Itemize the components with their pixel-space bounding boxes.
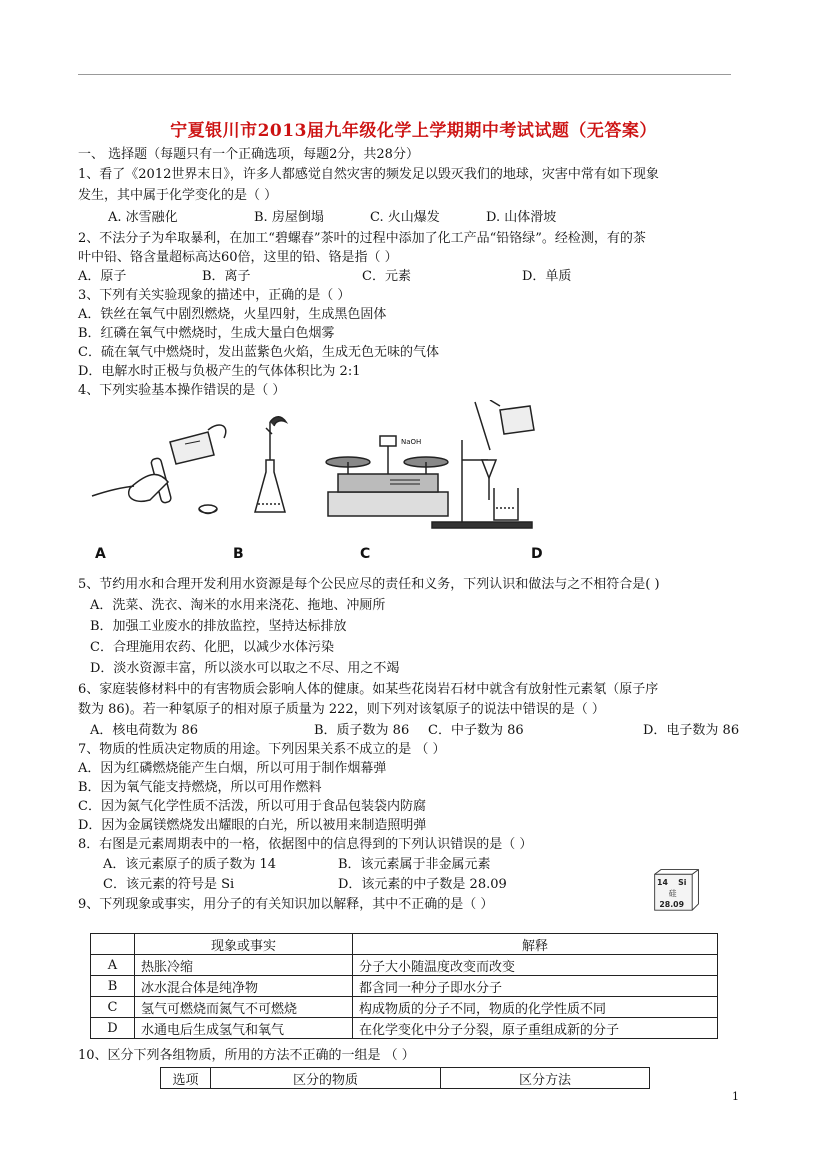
question-1-text-2: 发生，其中属于化学变化的是（ ） (78, 188, 278, 203)
table-header-row (161, 1068, 650, 1089)
q6-option-b: B．质子数为 86 (314, 723, 410, 738)
q3-option-b: B．红磷在氧气中燃烧时，生成大量白色烟雾 (78, 326, 335, 341)
table-header-cell: 现象或事实 (135, 934, 353, 955)
q3-option-c: C．硫在氧气中燃烧时，发出蓝紫色火焰，生成无色无味的气体 (78, 345, 439, 360)
table-cell: 热胀冷缩 (135, 955, 353, 976)
q8-option-d: D．该元素的中子数是 28.09 (338, 877, 507, 892)
page-number: 1 (732, 1090, 739, 1103)
table-cell: C (91, 997, 135, 1018)
question-6-text-2: 数为 86)。若一种氡原子的相对原子质量为 222，则下列对该氡原子的说法中错误的是（ ） (78, 702, 605, 717)
table-row (91, 976, 718, 997)
q9-table (90, 933, 718, 1039)
table-cell: 都含同一种分子即水分子 (353, 976, 718, 997)
q6-option-a: A．核电荷数为 86 (90, 723, 199, 738)
element-symbol: Si (678, 878, 687, 888)
question-1-text: 1、看了《2012世界末日》，许多人都感觉自然灾害的频发足以毁灭我们的地球，灾害中常有如下现象 (78, 167, 659, 182)
q1-option-c: C. 火山爆发 (370, 210, 440, 225)
table-header-cell: 解释 (353, 934, 718, 955)
q2-option-c: C．元素 (362, 269, 411, 284)
q3-option-a: A．铁丝在氧气中剧烈燃烧，火星四射，生成黑色固体 (78, 307, 387, 322)
question-2-text: 2、不法分子为牟取暴利，在加工“碧螺春”茶叶的过程中添加了化工产品“铅铬绿”。经检测，有的茶 (78, 231, 646, 246)
q2-option-d: D．单质 (522, 269, 572, 284)
figure-c-balance (326, 436, 448, 516)
table-row (91, 997, 718, 1018)
element-mass: 28.09 (659, 900, 685, 910)
question-5-text: 5、节约用水和合理开发利用水资源是每个公民应尽的责任和义务，下列认识和做法与之不相符合是( ) (78, 577, 660, 592)
element-number: 14 (657, 878, 668, 888)
table-cell: 水通电后生成氢气和氧气 (135, 1018, 353, 1039)
q8-option-b: B．该元素属于非金属元素 (338, 857, 491, 872)
table-header-cell (91, 934, 135, 955)
table-header-row (91, 934, 718, 955)
figure-label-a: A (95, 546, 106, 562)
q3-option-d: D．电解水时正极与负极产生的气体体积比为 2:1 (78, 364, 361, 379)
table-cell: A (91, 955, 135, 976)
question-7-text: 7、物质的性质决定物质的用途。下列因果关系不成立的是 （ ） (78, 742, 446, 757)
question-3-text: 3、下列有关实验现象的描述中，正确的是（ ） (78, 288, 351, 303)
table-cell: 冰水混合体是纯净物 (135, 976, 353, 997)
q7-option-b: B．因为氧气能支持燃烧，所以可用作燃料 (78, 780, 322, 795)
figure-label-b: B (233, 546, 244, 562)
q2-option-a: A．原子 (78, 269, 127, 284)
q5-option-b: B．加强工业废水的排放监控，坚持达标排放 (90, 619, 347, 634)
table-header-cell: 区分的物质 (211, 1068, 441, 1089)
q7-option-c: C．因为氮气化学性质不活泼，所以可用于食品包装袋内防腐 (78, 799, 426, 814)
table-header-cell: 区分方法 (441, 1068, 650, 1089)
question-2-text-2: 叶中铅、铬含量超标高达60倍，这里的铅、铬是指（ ） (78, 250, 398, 265)
q6-option-d: D．电子数为 86 (643, 723, 740, 738)
lab-apparatus-figure (90, 400, 560, 540)
q7-option-d: D．因为金属镁燃烧发出耀眼的白光，所以被用来制造照明弹 (78, 818, 427, 833)
section-heading: 一、 选择题（每题只有一个正确选项，每题2分，共28分） (78, 147, 419, 162)
table-row (91, 1018, 718, 1039)
figure-a-pouring (92, 425, 226, 514)
q1-option-a: A. 冰雪融化 (108, 210, 178, 225)
question-4-text: 4、下列实验基本操作错误的是（ ） (78, 383, 286, 398)
header-rule (78, 74, 731, 75)
q8-option-a: A．该元素原子的质子数为 14 (103, 857, 277, 872)
element-name: 硅 (668, 889, 677, 899)
table-header-cell: 选项 (161, 1068, 211, 1089)
table-cell: B (91, 976, 135, 997)
q10-table (160, 1067, 650, 1089)
q1-option-d: D. 山体滑坡 (486, 210, 557, 225)
table-cell: 氢气可燃烧而氮气不可燃烧 (135, 997, 353, 1018)
q1-option-b: B. 房屋倒塌 (254, 210, 324, 225)
page-title: 宁夏银川市2013届九年级化学上学期期中考试试题（无答案） (170, 121, 657, 141)
figure-label-d: D (531, 546, 543, 562)
figure-label-c: C (360, 546, 371, 562)
q5-option-d: D．淡水资源丰富，所以淡水可以取之不尽、用之不竭 (90, 661, 400, 676)
q2-option-b: B．离子 (202, 269, 251, 284)
q8-option-c: C．该元素的符号是 Si (103, 877, 235, 892)
q7-option-a: A．因为红磷燃烧能产生白烟，所以可用于制作烟幕弹 (78, 761, 387, 776)
table-cell: 分子大小随温度改变而改变 (353, 955, 718, 976)
q5-option-a: A．洗菜、洗衣、淘米的水用来浇花、拖地、冲厕所 (90, 598, 386, 613)
figure-b-flask (255, 417, 286, 512)
q5-option-c: C．合理施用农药、化肥，以减少水体污染 (90, 640, 334, 655)
question-8-text: 8．右图是元素周期表中的一格，依据图中的信息得到的下列认识错误的是（ ） (78, 837, 533, 852)
naoh-label: NaOH (401, 438, 422, 446)
question-6-text: 6、家庭装修材料中的有害物质会影响人体的健康。如某些花岗岩石材中就含有放射性元素氡（原子序 (78, 682, 659, 697)
periodic-element-box (650, 868, 700, 918)
question-9-text: 9、下列现象或事实，用分子的有关知识加以解释，其中不正确的是（ ） (78, 897, 494, 912)
table-cell: 在化学变化中分子分裂，原子重组成新的分子 (353, 1018, 718, 1039)
q6-option-c: C．中子数为 86 (428, 723, 524, 738)
table-cell: D (91, 1018, 135, 1039)
table-row (91, 955, 718, 976)
table-cell: 构成物质的分子不同，物质的化学性质不同 (353, 997, 718, 1018)
question-10-text: 10、区分下列各组物质，所用的方法不正确的一组是 （ ） (78, 1048, 415, 1063)
